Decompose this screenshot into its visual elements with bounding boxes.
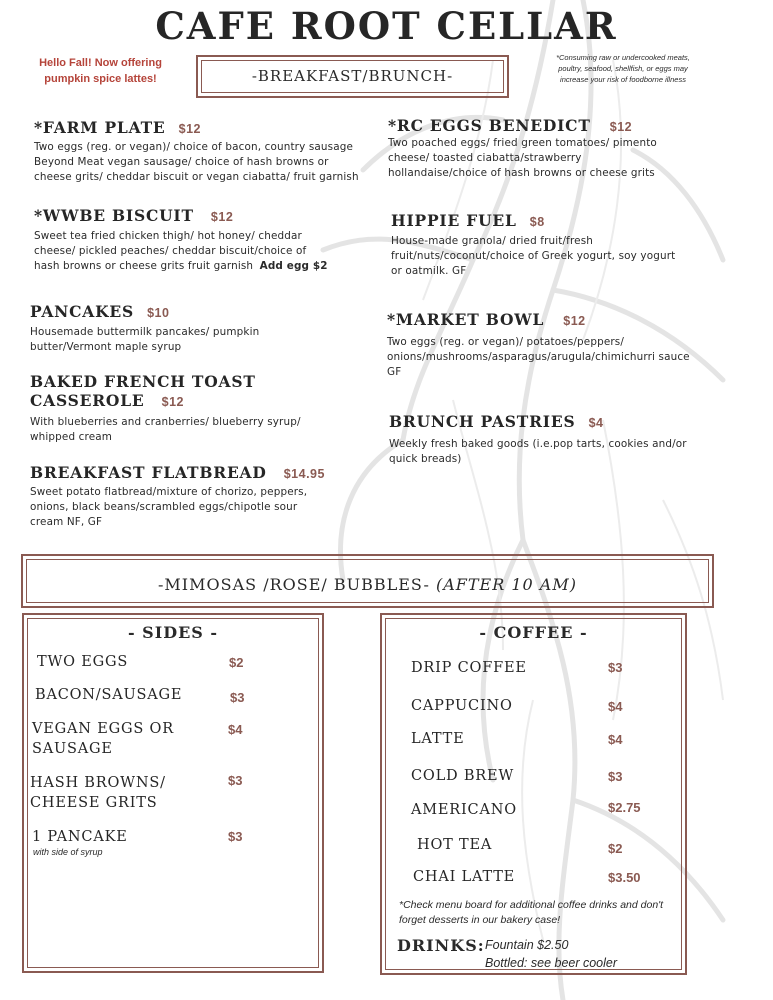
coffee-item-price: $2.75 <box>608 800 641 815</box>
side-item-price: $2 <box>229 655 244 670</box>
addon-text: Add egg $2 <box>259 260 328 273</box>
coffee-item-price: $3.50 <box>608 870 641 885</box>
item-price: $12 <box>178 122 201 136</box>
side-item-name-line2: SAUSAGE <box>32 741 113 757</box>
coffee-item-name: HOT TEA <box>417 837 493 853</box>
menu-item <box>30 302 320 355</box>
item-description: House-made granola/ dried fruit/fresh fruit/nuts/coconut/choice of Greek yogurt, soy yogurt or oatmilk. GF <box>391 235 676 278</box>
consumption-warning: *Consuming raw or undercooked meats, poultry, seafood, shellfish, or eggs may increase your risk of foodborne illness <box>556 53 690 84</box>
menu-item <box>387 310 707 381</box>
item-name-line2: CASSEROLE <box>30 391 145 410</box>
menu-item <box>391 211 691 280</box>
item-price: $12 <box>161 395 184 409</box>
menu-item <box>34 206 334 275</box>
side-item-name: 1 PANCAKE <box>32 829 128 845</box>
coffee-box <box>380 613 687 975</box>
item-name: *FARM PLATE <box>34 118 166 137</box>
drinks-bottled: Bottled: see beer cooler <box>485 956 618 970</box>
item-description: With blueberries and cranberries/ blueberry syrup/ whipped cream <box>30 416 301 444</box>
item-price: $14.95 <box>283 467 325 481</box>
side-item-name: VEGAN EGGS OR <box>32 721 174 737</box>
mimosas-banner <box>21 554 714 608</box>
drinks-fountain: Fountain $2.50 <box>485 938 569 952</box>
item-name: BRUNCH PASTRIES <box>389 412 576 431</box>
side-item-name-line2: CHEESE GRITS <box>30 795 158 811</box>
item-name: *MARKET BOWL <box>387 310 545 329</box>
coffee-item-price: $2 <box>608 841 623 856</box>
item-description: Sweet potato flatbread/mixture of chorizo, peppers, onions, black beans/scrambled eggs/chipotle sour cream NF, GF <box>30 486 308 529</box>
item-name: HIPPIE FUEL <box>391 211 517 230</box>
breakfast-heading: -BREAKFAST/BRUNCH- <box>251 67 454 85</box>
promo-text: Hello Fall! Now offering pumpkin spice lattes! <box>39 57 162 85</box>
coffee-item-price: $3 <box>608 769 623 784</box>
breakfast-heading-box <box>196 55 509 98</box>
side-item-subtext: with side of syrup <box>33 847 103 857</box>
item-name: PANCAKES <box>30 302 134 321</box>
coffee-note: *Check menu board for additional coffee drinks and don't forget desserts in our bakery case! <box>399 899 664 926</box>
item-price: $4 <box>588 416 604 430</box>
coffee-item-name: CHAI LATTE <box>413 869 516 885</box>
item-description: Weekly fresh baked goods (i.e.pop tarts, cookies and/or quick breads) <box>389 438 687 466</box>
coffee-item-name: LATTE <box>411 731 465 747</box>
menu-item <box>30 372 330 445</box>
mimosas-note: (AFTER 10 AM) <box>435 575 577 594</box>
item-description: Two poached eggs/ fried green tomatoes/ pimento cheese/ toasted ciabatta/strawberry hollandaise/choice of hash browns or cheese grits <box>388 137 657 180</box>
coffee-item-name: CAPPUCINO <box>411 698 513 714</box>
coffee-item-name: AMERICANO <box>411 802 517 818</box>
side-item-name: BACON/SAUSAGE <box>35 687 183 703</box>
sides-heading: - SIDES - <box>127 623 219 642</box>
item-name: BREAKFAST FLATBREAD <box>30 463 267 482</box>
coffee-item-price: $3 <box>608 660 623 675</box>
menu-item <box>388 116 688 182</box>
side-item-name: TWO EGGS <box>37 654 129 670</box>
page-title: CAFE ROOT CELLAR <box>155 4 618 48</box>
item-name: *RC EGGS BENEDICT <box>388 116 591 135</box>
item-name: *WWBE BISCUIT <box>34 206 194 225</box>
mimosas-heading: -MIMOSAS /ROSE/ BUBBLES- (AFTER 10 AM) <box>158 575 577 594</box>
coffee-item-name: DRIP COFFEE <box>411 660 527 676</box>
drinks-label: DRINKS: <box>397 936 485 955</box>
coffee-item-price: $4 <box>608 699 623 714</box>
side-item-price: $4 <box>228 722 243 737</box>
item-description: Sweet tea fried chicken thigh/ hot honey/ cheddar cheese/ pickled peaches/ cheddar biscuit/choice of hash browns or cheese grits fruit garnish Add egg $2 <box>34 230 328 273</box>
side-item-price: $3 <box>230 690 245 705</box>
coffee-heading: - COFFEE - <box>479 623 588 642</box>
sides-box <box>22 613 324 973</box>
item-price: $10 <box>147 306 170 320</box>
item-price: $12 <box>563 314 586 328</box>
item-price: $8 <box>529 215 545 229</box>
item-name: BAKED FRENCH TOAST <box>30 372 256 391</box>
side-item-price: $3 <box>228 829 243 844</box>
item-description: Two eggs (reg. or vegan)/ choice of bacon, country sausage Beyond Meat vegan sausage/ choice of hash browns or cheese grits/ cheddar biscuit or vegan ciabatta/ fruit garnish <box>34 141 359 184</box>
menu-item <box>389 412 709 467</box>
coffee-item-price: $4 <box>608 732 623 747</box>
item-description: Housemade buttermilk pancakes/ pumpkin butter/Vermont maple syrup <box>30 326 260 354</box>
item-price: $12 <box>210 210 234 224</box>
coffee-item-name: COLD BREW <box>411 768 515 784</box>
menu-item <box>30 463 360 531</box>
item-description: Two eggs (reg. or vegan)/ potatoes/peppers/ onions/mushrooms/asparagus/arugula/chimichurri sauce GF <box>387 336 690 379</box>
side-item-price: $3 <box>228 773 243 788</box>
side-item-name: HASH BROWNS/ <box>30 775 166 791</box>
item-price: $12 <box>609 120 633 134</box>
menu-item <box>34 118 364 186</box>
